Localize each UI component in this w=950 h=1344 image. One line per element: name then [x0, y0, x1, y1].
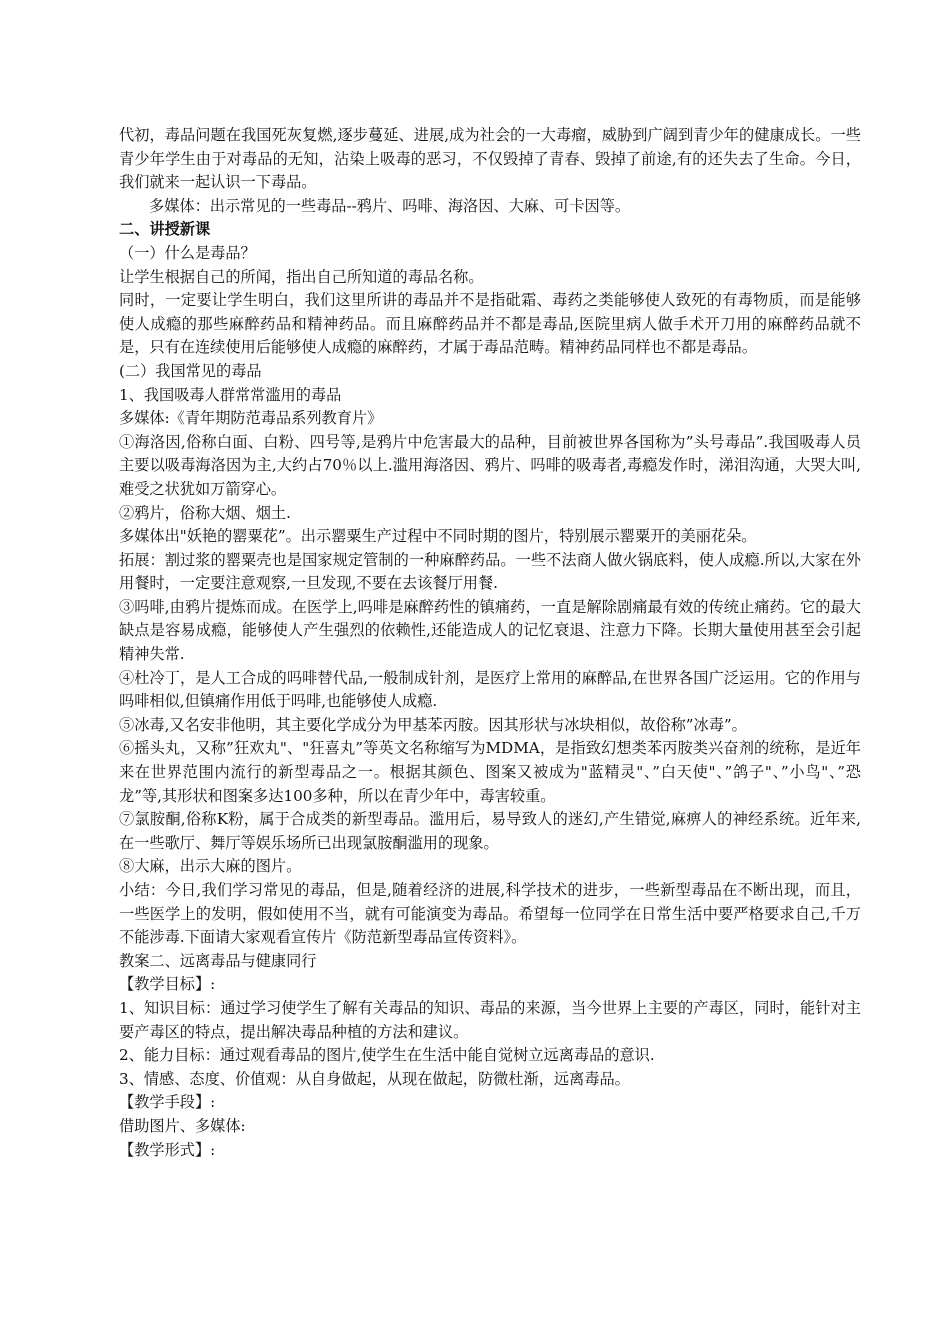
- paragraph-meth: ⑤冰毒,又名安非他明，其主要化学成分为甲基苯丙胺。因其形状与冰块相似，故俗称”冰毒”。: [119, 715, 747, 734]
- paragraph-intro: 代初，毒品问题在我国死灰复燃,逐步蔓延、进展,成为社会的一大毒瘤，威胁到广阔到青少年的健康成长。一些青少年学生由于对毒品的无知，沾染上吸毒的恶习，不仅毁掉了青春、毁掉了前途,有的还失去了生命。今日，我们就来一起认识一下毒品。: [119, 126, 861, 192]
- paragraph-abused-drugs: 1、我国吸毒人群常常滥用的毒品: [119, 385, 342, 404]
- paragraph-poppy: 多媒体出"妖艳的罂粟花”。出示罂粟生产过程中不同时期的图片，特别展示罂粟开的美丽花朵。: [119, 527, 757, 546]
- subheading-common-drugs: (二）我国常见的毒品: [119, 361, 262, 380]
- paragraph-opium: ②鸦片，俗称大烟、烟土.: [119, 503, 291, 522]
- paragraph-teaching-form: 【教学形式】:: [119, 1140, 216, 1159]
- paragraph-lesson-two: 教案二、远离毒品与健康同行: [119, 951, 317, 970]
- paragraph-students-name: 让学生根据自己的所闻，指出自己所知道的毒品名称。: [119, 267, 484, 286]
- paragraph-ecstasy: ⑥摇头丸，又称”狂欢丸"、"狂喜丸”等英文名称缩写为MDMA，是指致幻想类苯丙胺类兴奋剂的统称，是近年来在世界范围内流行的新型毒品之一。根据其颜色、图案又被成为"蓝精灵"、”白天使"、”鸽子"、”小鸟"、”恐龙”等,其形状和图案多达100多种，所以在青少年中，毒害较重。: [119, 739, 861, 805]
- paragraph-ability-goal: 2、能力目标：通过观看毒品的图片,使学生在生活中能自觉树立远离毒品的意识.: [119, 1046, 655, 1065]
- paragraph-multimedia-1: 多媒体：出示常见的一些毒品--鸦片、吗啡、海洛因、大麻、可卡因等。: [149, 196, 631, 215]
- paragraph-emotion-goal: 3、情感、态度、价值观：从自身做起，从现在做起，防微杜渐，远离毒品。: [119, 1069, 630, 1088]
- paragraph-knowledge-goal: 1、知识目标：通过学习使学生了解有关毒品的知识、毒品的来源，当今世界上主要的产毒区，同时，能针对主要产毒区的特点，提出解决毒品种植的方法和建议。: [119, 998, 861, 1041]
- subheading-what-is-drug: （一）什么是毒品？: [119, 243, 256, 262]
- paragraph-ketamine: ⑦氯胺酮,俗称K粉，属于合成类的新型毒品。滥用后，易导致人的迷幻,产生错觉,麻痹人的神经系统。近年来,在一些歌厅、舞厅等娱乐场所已出现氯胺酮滥用的现象。: [119, 810, 861, 852]
- paragraph-teaching-goals: 【教学目标】:: [119, 975, 216, 994]
- paragraph-media: 借助图片、多媒体:: [119, 1116, 246, 1135]
- paragraph-morphine: ③吗啡,由鸦片提炼而成。在医学上,吗啡是麻醉药性的镇痛药，一直是解除剧痛最有效的传统止痛药。它的最大缺点是容易成瘾，能够使人产生强烈的依赖性,还能造成人的记忆衰退、注意力下降。长期大量使用甚至会引起精神失常.: [119, 597, 861, 664]
- paragraph-cannabis: ⑧大麻，出示大麻的图片。: [119, 857, 302, 876]
- document-page: [119, 124, 861, 1162]
- heading-new-lesson: 二、讲授新课: [119, 220, 211, 239]
- paragraph-extension: 拓展：割过浆的罂粟壳也是国家规定管制的一种麻醉药品。一些不法商人做火锅底料，使人成瘾.所以,大家在外用餐时，一定要注意观察,一旦发现,不要在去该餐厅用餐.: [119, 550, 861, 593]
- paragraph-heroin: ①海洛因,俗称白面、白粉、四号等,是鸦片中危害最大的品种，目前被世界各国称为”头号毒品”.我国吸毒人员主要以吸毒海洛因为主,大约占70％以上.滥用海洛因、鸦片、吗啡的吸毒者,毒瘾发作时，涕泪沟通，大哭大叫,难受之状犹如万箭穿心。: [119, 432, 861, 498]
- paragraph-explanation: 同时，一定要让学生明白，我们这里所讲的毒品并不是指砒霜、毒药之类能够使人致死的有毒物质，而是能够使人成瘾的那些麻醉药品和精神药品。而且麻醉药品并不都是毒品,医院里病人做手术开刀用的麻醉药品就不是，只有在连续使用后能够使人成瘾的麻醉药，才属于毒品范畴。精神药品同样也不都是毒品。: [119, 291, 861, 357]
- paragraph-teaching-means: 【教学手段】:: [119, 1093, 216, 1112]
- paragraph-pethidine: ④杜冷丁，是人工合成的吗啡替代品,一般制成针剂，是医疗上常用的麻醉品,在世界各国广泛运用。它的作用与吗啡相似,但镇痛作用低于吗啡,也能够使人成瘾.: [119, 668, 861, 711]
- paragraph-summary: 小结：今日,我们学习常见的毒品，但是,随着经济的进展,科学技术的进步，一些新型毒品在不断出现，而且，一些医学上的发明，假如使用不当，就有可能演变为毒品。希望每一位同学在日常生活中要严格要求自己,千万不能涉毒.下面请大家观看宣传片《防范新型毒品宣传资料》。: [119, 881, 861, 947]
- paragraph-multimedia-2: 多媒体:《青年期防范毒品系列教育片》: [119, 409, 383, 428]
